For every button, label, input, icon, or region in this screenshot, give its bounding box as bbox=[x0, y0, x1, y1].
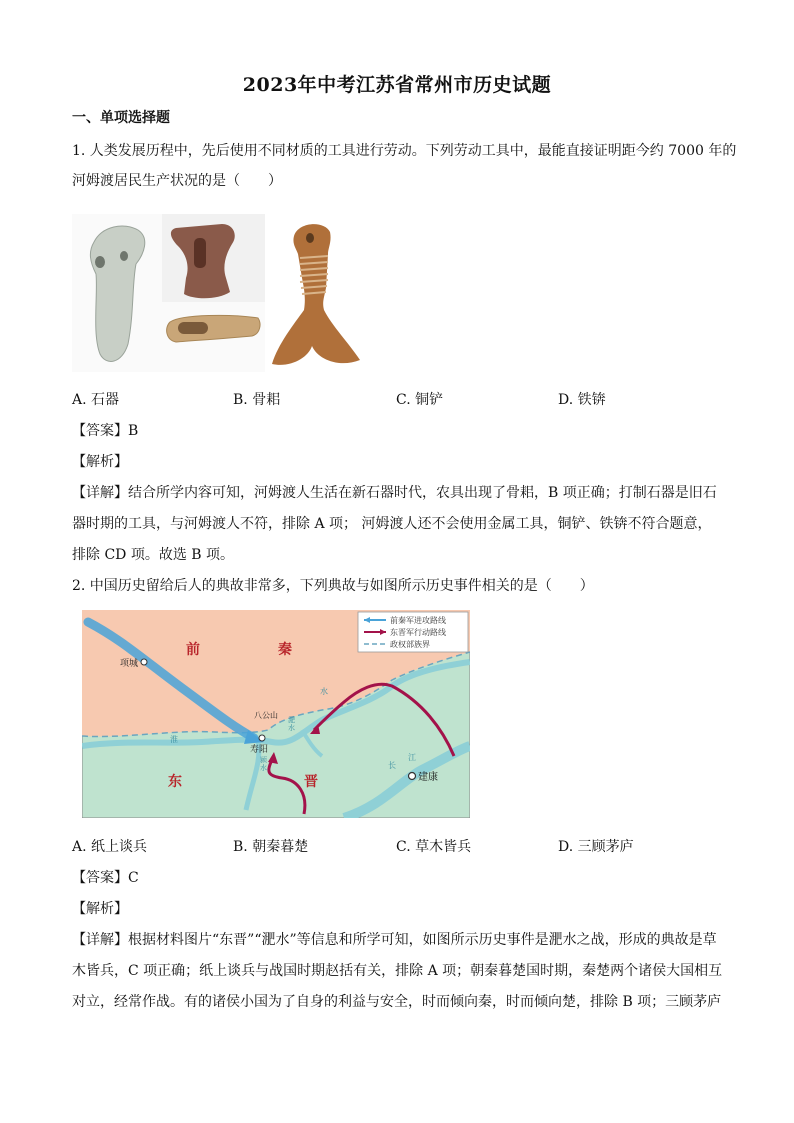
place-bagongshan: 八公山 bbox=[254, 711, 278, 720]
region-qin: 秦 bbox=[278, 642, 292, 658]
q2-option-d: D. 三顾茅庐 bbox=[558, 839, 634, 855]
river-ying: 颍 bbox=[260, 756, 267, 764]
river-jiang: 江 bbox=[408, 753, 416, 762]
section-heading: 一、单项选择题 bbox=[72, 110, 170, 126]
q1-option-c: C. 铜铲 bbox=[396, 392, 444, 408]
q2-option-b: B. 朝秦暮楚 bbox=[233, 839, 309, 855]
q2-option-a: A. 纸上谈兵 bbox=[72, 839, 148, 855]
q2-answer: 【答案】C bbox=[72, 870, 139, 886]
river-fei: 淝 bbox=[288, 716, 295, 724]
page-title: 2023年中考江苏省常州市历史试题 bbox=[242, 74, 552, 96]
q1-option-d: D. 铁锛 bbox=[558, 392, 606, 408]
river-fei-shui: 水 bbox=[288, 724, 295, 732]
q2-detail-line3: 对立，经常作战。有的诸侯小国为了自身的利益与安全，时而倾向秦，时而倾向楚，排除 B 项；三顾茅庐 bbox=[72, 994, 722, 1010]
q1-stem-line1: 1. 人类发展历程中，先后使用不同材质的工具进行劳动。下列劳动工具中，最能直接证明距今约 7000 年的 bbox=[72, 143, 737, 159]
q1-copper-tool-image bbox=[268, 218, 368, 372]
q1-option-b: B. 骨耜 bbox=[233, 392, 281, 408]
q1-stem-line2: 河姆渡居民生产状况的是（ ） bbox=[72, 173, 282, 189]
place-xiangcheng: 项城 bbox=[120, 659, 139, 669]
river-chang: 长 bbox=[388, 761, 396, 770]
river-ying-shui: 水 bbox=[260, 764, 267, 772]
q2-battle-map bbox=[82, 610, 470, 818]
q1-answer: 【答案】B bbox=[72, 423, 139, 439]
q1-detail-line3: 排除 CD 项。故选 B 项。 bbox=[72, 547, 235, 563]
q2-stem: 2. 中国历史留给后人的典故非常多，下列典故与如图所示历史事件相关的是（ ） bbox=[72, 578, 594, 594]
q2-detail-line1: 【详解】根据材料图片“东晋”“淝水”等信息和所学可知，如图所示历史事件是淝水之战，形成的典故是草 bbox=[72, 932, 717, 948]
region-qian: 前 bbox=[186, 642, 200, 658]
place-shouyang: 寿阳 bbox=[250, 745, 269, 755]
river-huai: 淮 bbox=[170, 735, 178, 744]
q2-option-c: C. 草木皆兵 bbox=[396, 839, 472, 855]
region-jin: 晋 bbox=[304, 774, 318, 790]
legend-qin-route: 前秦军进攻路线 bbox=[390, 616, 446, 625]
legend-jin-route: 东晋军行动路线 bbox=[390, 628, 446, 637]
region-dong: 东 bbox=[168, 774, 182, 790]
q1-detail-line2: 器时期的工具，与河姆渡人不符，排除 A 项； 河姆渡人还不会使用金属工具，铜铲、铁锛不符合题意， bbox=[72, 516, 712, 532]
q2-analysis-label: 【解析】 bbox=[72, 901, 128, 917]
place-jiankang: 建康 bbox=[418, 772, 438, 783]
q1-analysis-label: 【解析】 bbox=[72, 454, 128, 470]
q1-tools-image bbox=[72, 214, 265, 372]
river-huai-shui: 水 bbox=[320, 687, 328, 696]
q1-option-a: A. 石器 bbox=[72, 392, 120, 408]
q2-detail-line2: 木皆兵，C 项正确；纸上谈兵与战国时期赵括有关，排除 A 项；朝秦暮楚国时期，秦楚两个诸侯大国相互 bbox=[72, 963, 723, 979]
legend-boundary: 政权部族界 bbox=[390, 640, 430, 649]
q1-detail-line1: 【详解】结合所学内容可知，河姆渡人生活在新石器时代，农具出现了骨耜，B 项正确；打制石器是旧石 bbox=[72, 485, 717, 501]
